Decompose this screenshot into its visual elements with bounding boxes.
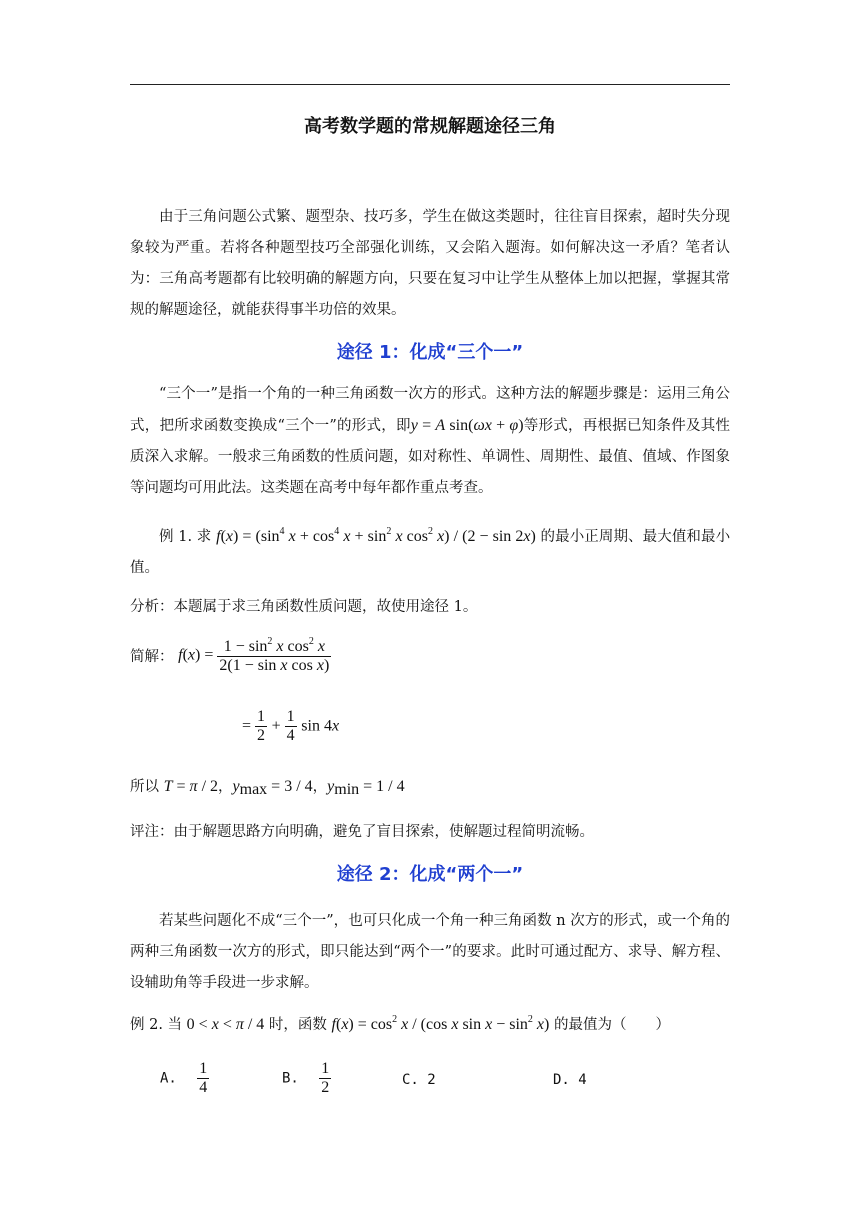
solution-fraction-quarter: $\frac{1}{4}$ xyxy=(286,708,295,744)
intro-paragraph: 由于三角问题公式繁、题型杂、技巧多，学生在做这类题时，往往盲目探索，超时失分现象较为严重。若将各种题型技巧全部强化训练，又会陷入题海。如何解决这一矛盾？笔者认为：三角高考题都有比较明确的解题方向，只要在复习中让学生从整体上加以把握，掌握其常规的解题途径，就能获得事半功倍的效果。 xyxy=(130,209,730,318)
example1: 例 1. 求 $f(x) = (\sin^4$ $x + \cos^4 x + \sin^2 x$ $\cos^2 x) / (2 - \sin 2x)$ 的最小正周期、最大值和最小值。 xyxy=(130,526,731,576)
section1-paragraph: “三个一”是指一个角的一种三角函数一次方的形式。这种方法的解题步骤是：运用三角公式，把所求函数变换成“三个一”的形式，即y = A sin(ωx + φ)等形式，再根据已知条件及其性质深入求解。一般求三角函数的性质问题，如对称性、单调性、周期性、最值、值域、作图象等问题均可用此法。这类题在高考中每年都作重点考查。 xyxy=(130,386,731,496)
header-rule xyxy=(130,84,730,85)
solution-label: 简解： xyxy=(130,649,174,665)
so-label: 所以 xyxy=(130,779,159,795)
example1-suffix: 的最小正周期、最大值和最小值。 xyxy=(130,529,731,576)
section1-text-b: 等形式，再根据已知条件及其性质深入求解。一般求三角函数的性质问题，如对称性、单调性、周期性、最值、值域、作图象等问题均可用此法。这类题在高考中每年都作重点考查。 xyxy=(130,418,731,496)
section2-paragraph: 若某些问题化不成“三个一”，也可只化成一个角一种三角函数 n 次方的形式，或一个角的两种三角函数一次方的形式，即只能达到“两个一”的要求。此时可通过配方、求导、解方程、设辅助角等手段进一步求解。 xyxy=(130,913,730,991)
solution-line1: 简解： f(x) = $\frac{1 - \sin^2 x \cos^2 x}{\text{2(1 − sin x cos x)}}$ xyxy=(130,636,330,674)
formula-y-asin: y xyxy=(410,417,418,434)
example1-formula: f xyxy=(216,528,221,545)
section1-text-a: “三个一”是指一个角的一种三角函数一次方的形式。这种方法的解题步骤是：运用三角公式，把所求函数变换成“三个一”的形式，即 xyxy=(130,386,730,434)
solution-line2: = $\frac{1}{2}$ + $\frac{1}{4}$ sin 4x xyxy=(242,708,340,744)
section1-heading: 途径 1：化成“三个一” xyxy=(336,342,524,363)
section2-heading: 途径 2：化成“两个一” xyxy=(336,864,524,885)
comment-text: 评注：由于解题思路方向明确，避免了盲目探索，使解题过程简明流畅。 xyxy=(130,824,594,840)
analysis-text: 分析：本题属于求三角函数性质问题，故使用途径 1。 xyxy=(130,599,478,615)
example2: 例 2. 当 0 < x < π / 4 时，函数 $f(x) = \cos^2 x / (\cos$ x $\sin x - \sin^2 x$) 的最值为（ ） xyxy=(130,1014,670,1033)
choice-c: C. 2 xyxy=(402,1072,436,1088)
solution-fraction-1: $\frac{1 - \sin^2 x \cos^2 x}{\text{2(1 − sin x cos x)}}$ xyxy=(219,636,330,674)
choice-b: B. $\frac{1}{2}$ xyxy=(282,1060,330,1096)
example2-suffix: 的最值为（ ） xyxy=(553,1017,670,1033)
choice-d: D. 4 xyxy=(553,1072,587,1088)
example1-prefix: 例 1. 求 xyxy=(159,529,212,545)
document-title: 高考数学题的常规解题途径三角 xyxy=(304,116,556,137)
solution-result: 所以 T = π / 2，$y_{max} = 3 / 4$，$y_{min} = 1 / 4$ xyxy=(130,778,405,798)
choice-a: A. $\frac{1}{4}$ xyxy=(160,1060,208,1096)
solution-fraction-half: $\frac{1}{2}$ xyxy=(257,708,266,744)
example2-prefix: 例 2. 当 xyxy=(130,1017,183,1033)
